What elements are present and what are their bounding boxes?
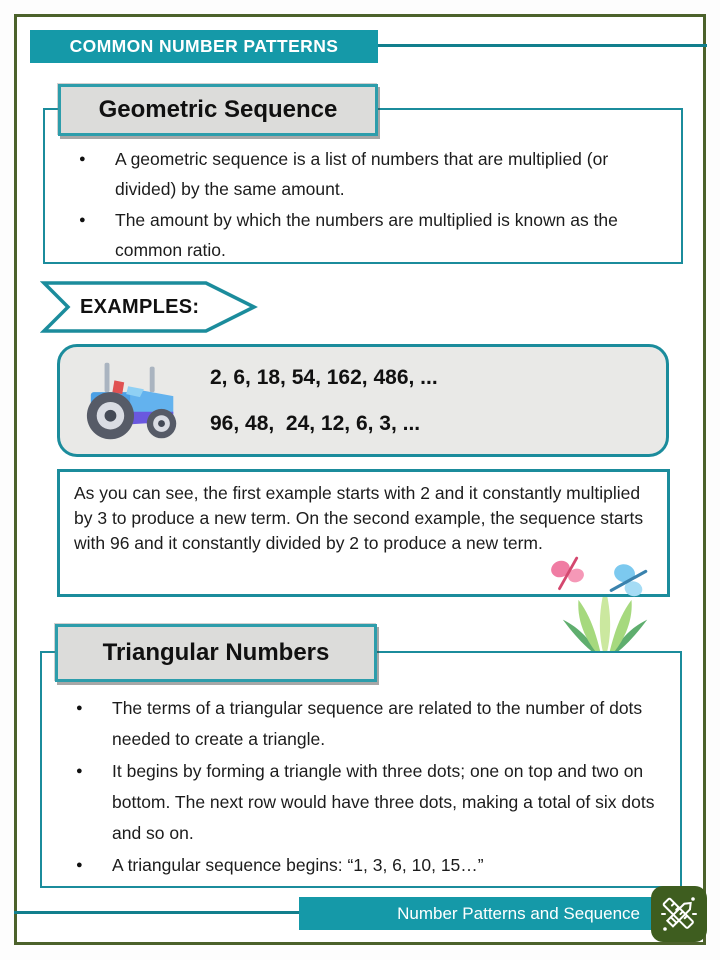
geometric-section-title: Geometric Sequence [98, 96, 338, 123]
geometric-bullet-list [45, 144, 681, 265]
examples-box [57, 344, 669, 457]
title-connector-line [374, 44, 707, 47]
footer-label: Number Patterns and Sequence [397, 903, 640, 923]
bullet-item: ● A geometric sequence is a list of numbers that are multiplied (or divided) by the same amount. [93, 144, 663, 204]
butterfly-blue-icon [608, 560, 650, 602]
page-title-banner [30, 30, 378, 63]
triangular-numbers-box [40, 651, 682, 888]
bullet-item: ● The amount by which the numbers are multiplied is known as the common ratio. [93, 205, 663, 265]
example-sequences [210, 355, 666, 447]
bullet-item: ● The terms of a triangular sequence are related to the number of dots needed to create a triangle. [90, 693, 662, 755]
triangular-section-header [55, 624, 377, 682]
sequence-line: 2, 6, 18, 54, 162, 486, ... [210, 365, 438, 389]
page-title: COMMON NUMBER PATTERNS [69, 36, 339, 56]
examples-label: EXAMPLES: [80, 295, 200, 318]
tractor-icon [60, 356, 210, 446]
examples-banner [40, 280, 258, 334]
bullet-item: ● It begins by forming a triangle with three dots; one on top and two on bottom. The next row would have three dots, making a total of six dots and so on. [90, 756, 662, 849]
triangular-section-title: Triangular Numbers [102, 639, 330, 666]
explanation-text: As you can see, the first example starts with 2 and it constantly multiplied by 3 to produce a new term. On the second example, the sequence starts with 96 and it constantly divided by 2 to produce a new term. [74, 483, 644, 553]
geometric-section-header [58, 84, 378, 136]
footer-bar [299, 897, 652, 930]
bullet-item: ● A triangular sequence begins: “1, 3, 6, 10, 15…” [90, 850, 662, 881]
footer-connector-line [14, 911, 301, 914]
triangular-bullet-list [42, 693, 680, 881]
sequence-line: 96, 48, 24, 12, 6, 3, ... [210, 411, 421, 435]
pencil-ruler-logo-icon [651, 886, 707, 942]
butterfly-pink-icon [550, 554, 588, 592]
